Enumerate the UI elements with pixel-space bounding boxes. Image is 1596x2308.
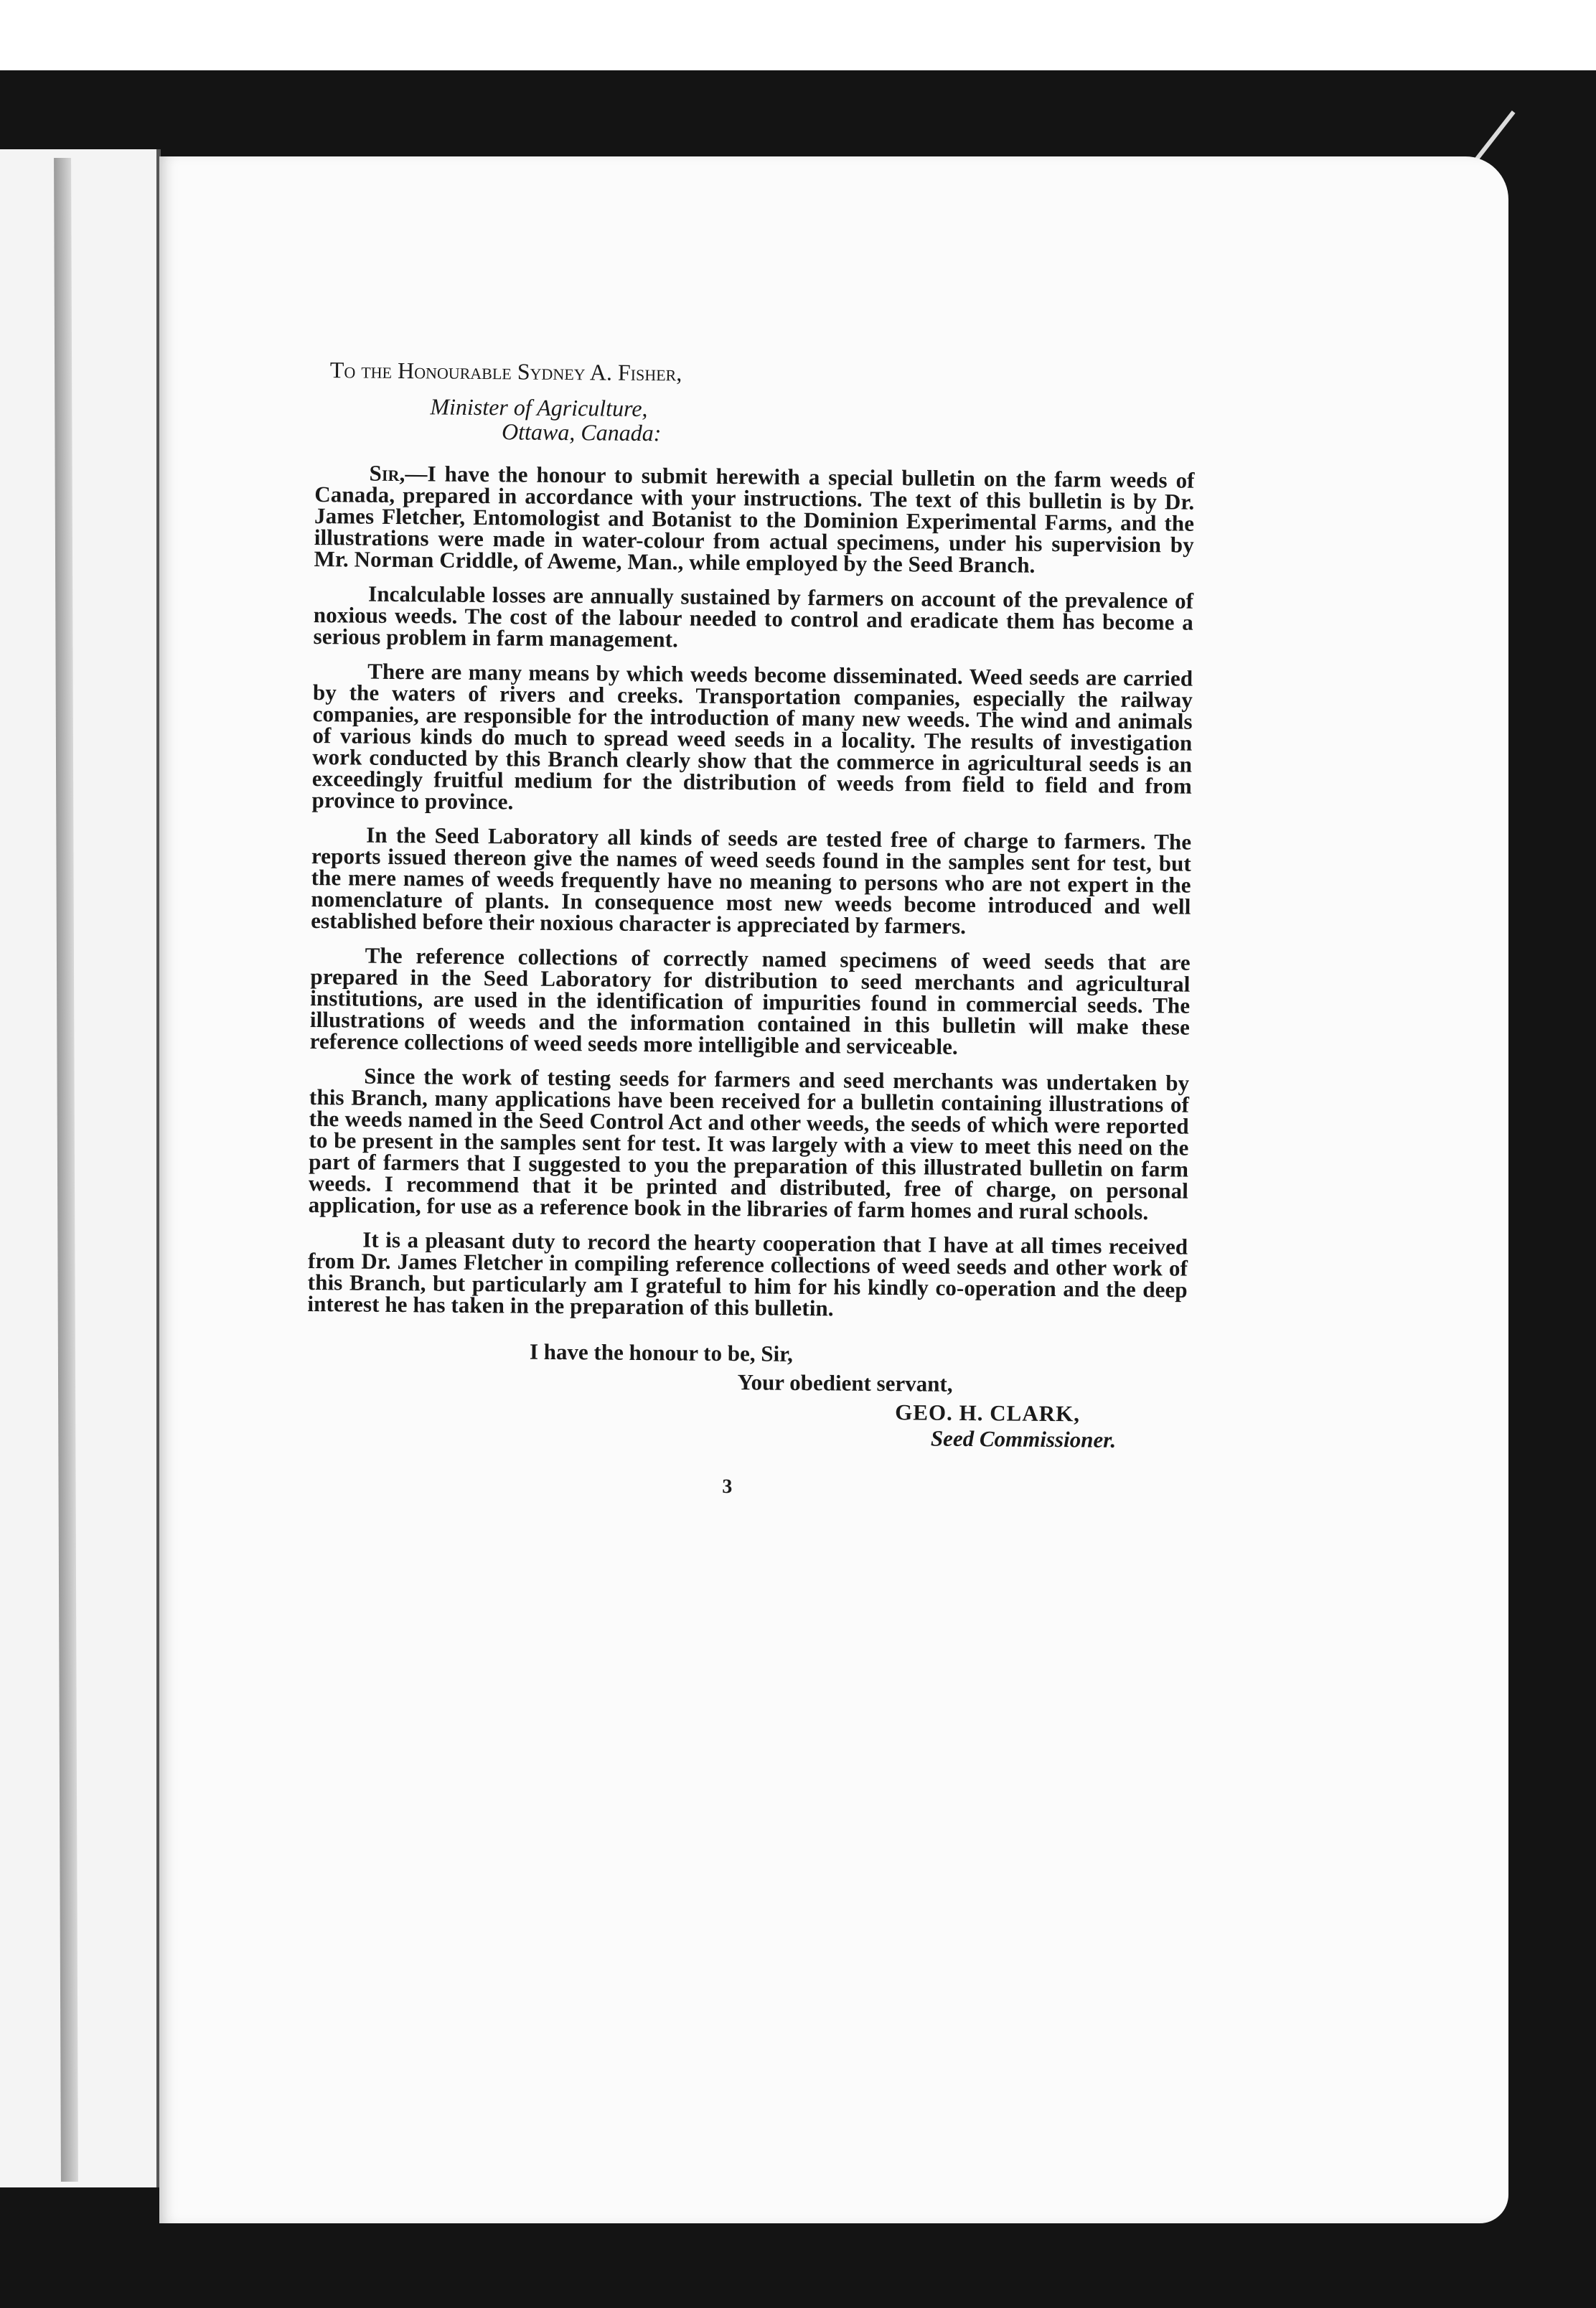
signer-role: Seed Commissioner. bbox=[930, 1425, 1117, 1453]
paragraph-6: Since the work of testing seeds for farmers and seed merchants was undertaken by this Branch, many applications have been received for a bulletin containing illustrations of the weeds named in the Seed Control Act and other weeds, the seeds of which were reported to be present in the samples sent for test. It was largely with a view to meet this need on the part of farmers that I suggested to you the preparation of this illustrated bulletin on farm weeds. I recommend that it be printed and distributed, free of charge, on personal application, for use as a reference book in the libraries of farm homes and rural schools. bbox=[308, 1063, 1190, 1225]
paragraph-4: In the Seed Laboratory all kinds of seeds are tested free of charge to farmers. The reports issued thereon give the names of weed seeds found in the samples sent for test, but the mere names of weeds frequently have no meaning to persons who are not expert in the nomenclature of plants. In consequence most new weeds become introduced and well established before their noxious character is appreciated by farmers. bbox=[311, 822, 1192, 939]
paragraph-2: Incalculable losses are annually sustained by farmers on account of the prevalence of noxious weeds. The cost of the labour needed to control and eradicate them has become a serious problem in farm management. bbox=[313, 581, 1194, 652]
minister-title: Minister of Agriculture, bbox=[430, 393, 648, 422]
paragraph-7: It is a pleasant duty to record the hearty cooperation that I have at all times received from Dr. James Fletcher in compiling reference collections of weed seeds and other work of this Branch, but particularly am I grateful to him for his kindly co-operation and the deep interest he has taken in the preparation of this bulletin. bbox=[307, 1226, 1188, 1321]
paragraph-3: There are many means by which weeds become disseminated. Weed seeds are carried by the waters of rivers and creeks. Transportation companies, especially the railway companies, are responsible for the introduction of many new weeds. The wind and animals of various kinds do much to spread weed seeds in a locality. The results of investigation work conducted by this Branch clearly show that the commerce in agricultural seeds is an exceedingly fruitful medium for the distribution of weeds from field to field and from province to province. bbox=[311, 658, 1193, 815]
signer-name: GEO. H. CLARK, bbox=[895, 1399, 1081, 1427]
addressee-prefix: To the Honourable bbox=[329, 357, 512, 385]
closing-line: I have the honour to be, Sir, bbox=[529, 1338, 793, 1366]
scan-top-margin bbox=[0, 0, 1596, 70]
letter-body bbox=[306, 359, 1196, 1502]
addressee-name: Sydney A. Fisher, bbox=[517, 358, 682, 386]
paragraph-1 bbox=[314, 462, 1194, 578]
address-city: Ottawa, Canada: bbox=[501, 418, 662, 446]
paragraph-5: The reference collections of correctly named specimens of weed seeds that are prepared in the Seed Laboratory for distribution to seed merchants and agricultural institutions, are used in the identification of impurities found in commercial seeds. The illustrations of weeds and the information contained in this bulletin will make these reference collections of weed seeds more intelligible and serviceable. bbox=[309, 942, 1191, 1059]
salutation: Sir, bbox=[369, 460, 405, 487]
previous-page-edge bbox=[0, 149, 161, 2187]
servant-line: Your obedient servant, bbox=[737, 1369, 953, 1397]
page-number: 3 bbox=[722, 1476, 733, 1498]
paragraph-1-text: —I have the honour to submit herewith a special bulletin on the farm weeds of Canada, prepared in accordance with your instructions. The text of this bulletin is by Dr. James Fletcher, Entomologist and Botanist to the Dominion Experimental Farms, and the illustrations were made in water-colour from actual specimens, under his supervision by Mr. Norman Criddle, of Aweme, Man., while employed by the Seed Branch. bbox=[314, 461, 1195, 578]
